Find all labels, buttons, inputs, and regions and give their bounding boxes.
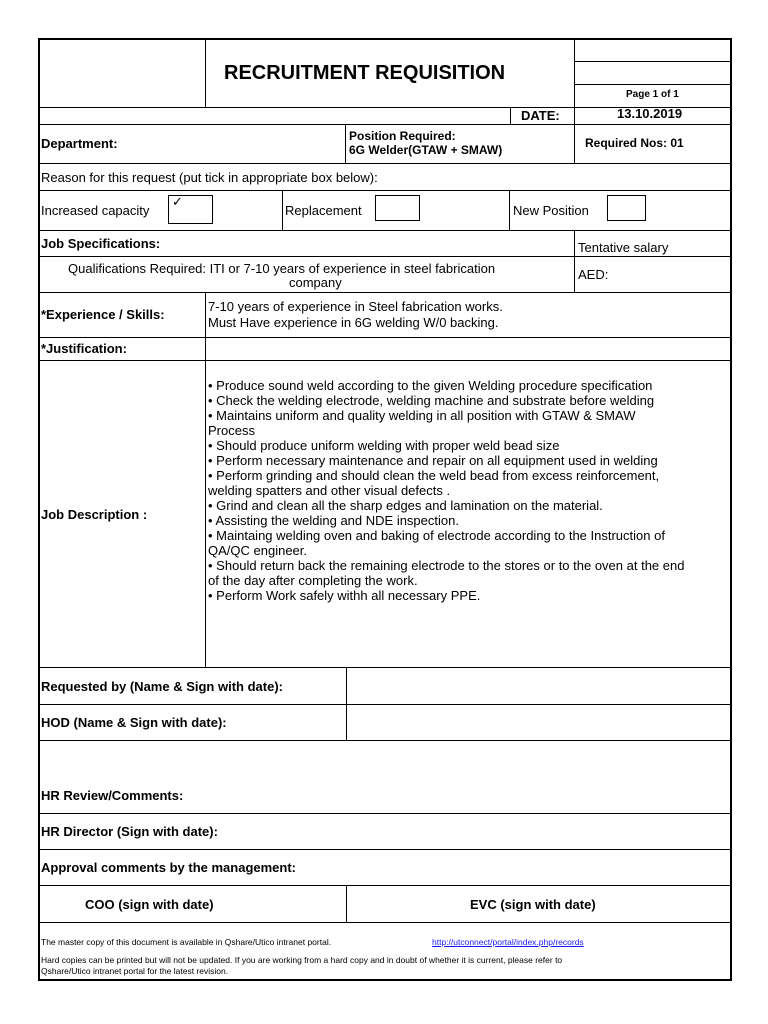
experience-label: *Experience / Skills: xyxy=(41,307,165,322)
department-label: Department: xyxy=(41,136,118,151)
position-required-value[interactable]: 6G Welder(GTAW + SMAW) xyxy=(349,143,503,157)
date-value[interactable]: 13.10.2019 xyxy=(617,106,683,121)
divider xyxy=(574,40,575,124)
replacement-checkbox[interactable] xyxy=(375,195,420,221)
increased-capacity-tick: ✓ xyxy=(172,194,183,209)
divider xyxy=(574,230,575,292)
evc-sign-label[interactable]: EVC (sign with date) xyxy=(470,897,596,912)
requested-by-field[interactable] xyxy=(347,668,731,704)
jd-line: • Perform Work safely withh all necessary PPE. xyxy=(208,588,481,603)
jd-line: • Perform necessary maintenance and repair on all equipment used in welding xyxy=(208,453,658,468)
divider xyxy=(40,885,731,886)
page-title: RECRUITMENT REQUISITION xyxy=(224,62,506,84)
divider xyxy=(510,107,511,124)
divider xyxy=(40,256,731,257)
divider xyxy=(346,885,347,922)
jd-line: • Check the welding electrode, welding machine and substrate before welding xyxy=(208,393,655,408)
divider xyxy=(574,124,575,163)
job-description-text[interactable] xyxy=(208,378,736,603)
reason-label: Reason for this request (put tick in appropriate box below): xyxy=(41,170,378,185)
qualifications-line1[interactable]: Qualifications Required: ITI or 7-10 years of experience in steel fabrication xyxy=(68,261,496,276)
jd-line: • Produce sound weld according to the given Welding procedure specification xyxy=(208,378,653,393)
jd-line: • Should return back the remaining electrode to the stores or to the oven at the end xyxy=(208,558,685,573)
job-description-label: Job Description : xyxy=(41,507,148,522)
jd-line: QA/QC engineer. xyxy=(208,543,307,558)
jd-line: • Grind and clean all the sharp edges and lamination on the material. xyxy=(208,498,603,513)
hod-label: HOD (Name & Sign with date): xyxy=(41,715,227,730)
page-number: Page 1 of 1 xyxy=(626,89,679,100)
divider xyxy=(40,163,731,164)
divider xyxy=(40,922,731,923)
option-replacement-label: Replacement xyxy=(285,203,362,218)
jd-line: • Should produce uniform welding with proper weld bead size xyxy=(208,438,560,453)
hr-review-field[interactable] xyxy=(41,741,731,781)
divider xyxy=(205,40,206,108)
aed-label[interactable]: AED: xyxy=(578,267,609,282)
divider xyxy=(40,190,731,191)
divider xyxy=(40,813,731,814)
divider xyxy=(40,360,731,361)
jd-line: of the day after completing the work. xyxy=(208,573,418,588)
divider xyxy=(40,337,731,338)
justification-label: *Justification: xyxy=(41,341,127,356)
position-required-label: Position Required: xyxy=(349,129,456,143)
requested-by-label: Requested by (Name & Sign with date): xyxy=(41,679,283,694)
divider xyxy=(574,61,731,62)
option-new-position-label: New Position xyxy=(513,203,589,218)
divider xyxy=(282,190,283,230)
management-approval-label: Approval comments by the management: xyxy=(41,860,296,875)
tentative-salary-label: Tentative salary xyxy=(578,240,669,255)
jd-line: • Maintains uniform and quality welding in all position with GTAW & SMAW xyxy=(208,408,636,423)
master-copy-note: The master copy of this document is available in Qshare/Utico intranet portal. xyxy=(41,937,332,947)
date-label: DATE: xyxy=(521,108,560,123)
required-nos[interactable]: Required Nos: 01 xyxy=(585,136,684,150)
records-link[interactable]: http://utconnect/portal/index.php/records xyxy=(432,937,584,947)
experience-line1[interactable]: 7-10 years of experience in Steel fabrication works. xyxy=(208,299,503,314)
divider xyxy=(40,124,731,125)
hod-field[interactable] xyxy=(347,705,731,740)
hard-copies-note-line2: Qshare/Utico intranet portal for the latest revision. xyxy=(41,966,229,976)
divider xyxy=(205,292,206,667)
option-increased-capacity-label: Increased capacity xyxy=(41,203,150,218)
jd-line: Process xyxy=(208,423,255,438)
jd-line: • Maintaing welding oven and baking of electrode according to the Instruction of xyxy=(208,528,665,543)
experience-line2[interactable]: Must Have experience in 6G welding W/0 backing. xyxy=(208,315,499,330)
jd-line: • Assisting the welding and NDE inspection. xyxy=(208,513,459,528)
divider xyxy=(40,849,731,850)
hr-review-label: HR Review/Comments: xyxy=(41,788,184,803)
divider xyxy=(345,124,346,163)
hard-copies-note-line1: Hard copies can be printed but will not be updated. If you are working from a hard copy and in doubt of whether it is current, please refer to xyxy=(41,955,563,965)
divider xyxy=(509,190,510,230)
jd-line: • Perform grinding and should clean the weld bead from excess reinforcement, xyxy=(208,468,660,483)
divider xyxy=(40,292,731,293)
jd-line: welding spatters and other visual defects . xyxy=(208,483,451,498)
new-position-checkbox[interactable] xyxy=(607,195,646,221)
qualifications-line2[interactable]: company xyxy=(289,275,342,290)
divider xyxy=(40,230,731,231)
job-specifications-label: Job Specifications: xyxy=(41,236,161,251)
divider xyxy=(574,84,731,85)
hr-director-label: HR Director (Sign with date): xyxy=(41,824,218,839)
coo-sign-label[interactable]: COO (sign with date) xyxy=(85,897,214,912)
